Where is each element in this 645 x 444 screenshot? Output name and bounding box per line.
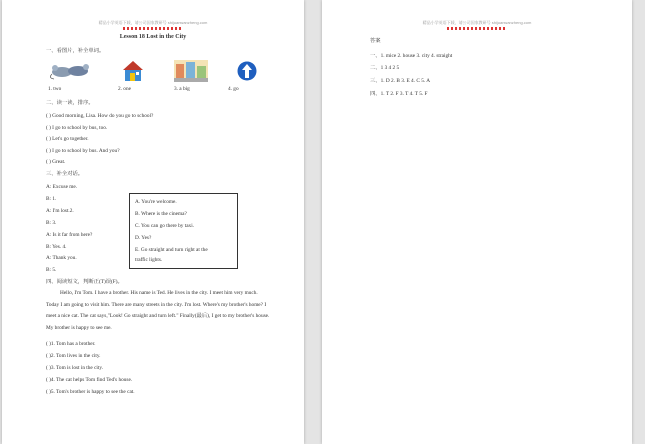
dialog-line-1: A: Excuse me. bbox=[46, 184, 78, 190]
worksheet-page-2 bbox=[322, 0, 632, 444]
tf-item-1: ( )1. Tom has a brother. bbox=[46, 341, 96, 347]
section-1-heading: 一、看图片，补全单词。 bbox=[46, 48, 105, 54]
picture-label-3: 3. a big bbox=[174, 86, 190, 92]
section-2-heading: 二、读一读，排序。 bbox=[46, 100, 94, 106]
answer-line-4: 四、1. T 2. F 3. T 4. T 5. F bbox=[370, 91, 428, 97]
house-picture bbox=[122, 60, 144, 82]
page-header bbox=[2, 20, 304, 30]
mice-picture bbox=[50, 60, 90, 80]
option-d: D. Yes? bbox=[135, 235, 152, 241]
option-a: A. You're welcome. bbox=[135, 199, 177, 205]
options-box bbox=[129, 193, 238, 269]
option-b: B. Where is the cinema? bbox=[135, 211, 187, 217]
worksheet-page-1 bbox=[2, 0, 304, 444]
header-text: 精品小学英语下载，请公司国家教研号 shijuanwanzheng.com bbox=[98, 20, 208, 25]
lesson-title: Lesson 18 Lost in the City bbox=[119, 34, 187, 40]
picture-label-4: 4. go bbox=[228, 86, 239, 92]
dialog-line-3: A: I'm lost.2. bbox=[46, 208, 74, 214]
section-3-heading: 三、补全对话。 bbox=[46, 171, 84, 177]
dialog-line-4: B: 3. bbox=[46, 220, 57, 226]
order-item-5: ( ) Great. bbox=[46, 159, 66, 165]
answer-line-1: 一、1. mice 2. house 3. city 4. straight bbox=[370, 53, 453, 59]
header-underline bbox=[123, 27, 183, 30]
reading-passage: Hello, I'm Tom. I have a brother. His name is Ted. He lives in the city. I meet him very much. Today I am going to visit him. There are many streets in the city. I'm lost. Where's my brother's home? I meet a nice cat. The cat says,"Look! Go straight and turn left." Finally(最后), I get to my brother's house. My brother is happy to see me. bbox=[46, 290, 270, 331]
straight-arrow-sign bbox=[237, 61, 257, 81]
option-c: C. You can go there by taxi. bbox=[135, 223, 194, 229]
order-item-1: ( ) Good morning, Lisa. How do you go to school? bbox=[46, 113, 154, 119]
dialog-line-8: B: 5. bbox=[46, 267, 57, 273]
answer-title: 答案 bbox=[370, 38, 381, 44]
order-item-4: ( ) I go to school by bus. And you? bbox=[46, 148, 120, 154]
option-e-continued: traffic lights. bbox=[135, 257, 163, 263]
tf-item-5: ( )5. Tom's brother is happy to see the cat. bbox=[46, 389, 135, 395]
dialog-line-7: A: Thank you. bbox=[46, 255, 77, 261]
order-item-3: ( ) Let's go together. bbox=[46, 136, 89, 142]
tf-item-3: ( )3. Tom is lost in the city. bbox=[46, 365, 104, 371]
picture-label-1: 1. two bbox=[48, 86, 62, 92]
dialog-line-6: B: Yes. 4. bbox=[46, 244, 67, 250]
header-text: 精品小学英语下载，请公司国家教研号 shijuanwanzheng.com bbox=[422, 20, 532, 25]
header-underline bbox=[447, 27, 507, 30]
answer-line-3: 三、1. D 2. B 3. E 4. C 5. A bbox=[370, 78, 431, 84]
dialog-line-2: B: 1. bbox=[46, 196, 57, 202]
city-picture bbox=[174, 58, 208, 82]
option-e: E. Go straight and turn right at the bbox=[135, 247, 208, 253]
tf-item-4: ( )4. The cat helps Tom find Ted's house. bbox=[46, 377, 133, 383]
page-header bbox=[322, 20, 632, 30]
answer-line-2: 二、1 3 4 2 5 bbox=[370, 65, 400, 71]
order-item-2: ( ) I go to school by bus, too. bbox=[46, 125, 108, 131]
picture-label-2: 2. one bbox=[118, 86, 131, 92]
dialog-line-5: A: Is it far from here? bbox=[46, 232, 93, 238]
tf-item-2: ( )2. Tom lives in the city. bbox=[46, 353, 101, 359]
section-4-heading: 四、阅读短文，判断正(T)误(F)。 bbox=[46, 279, 123, 285]
